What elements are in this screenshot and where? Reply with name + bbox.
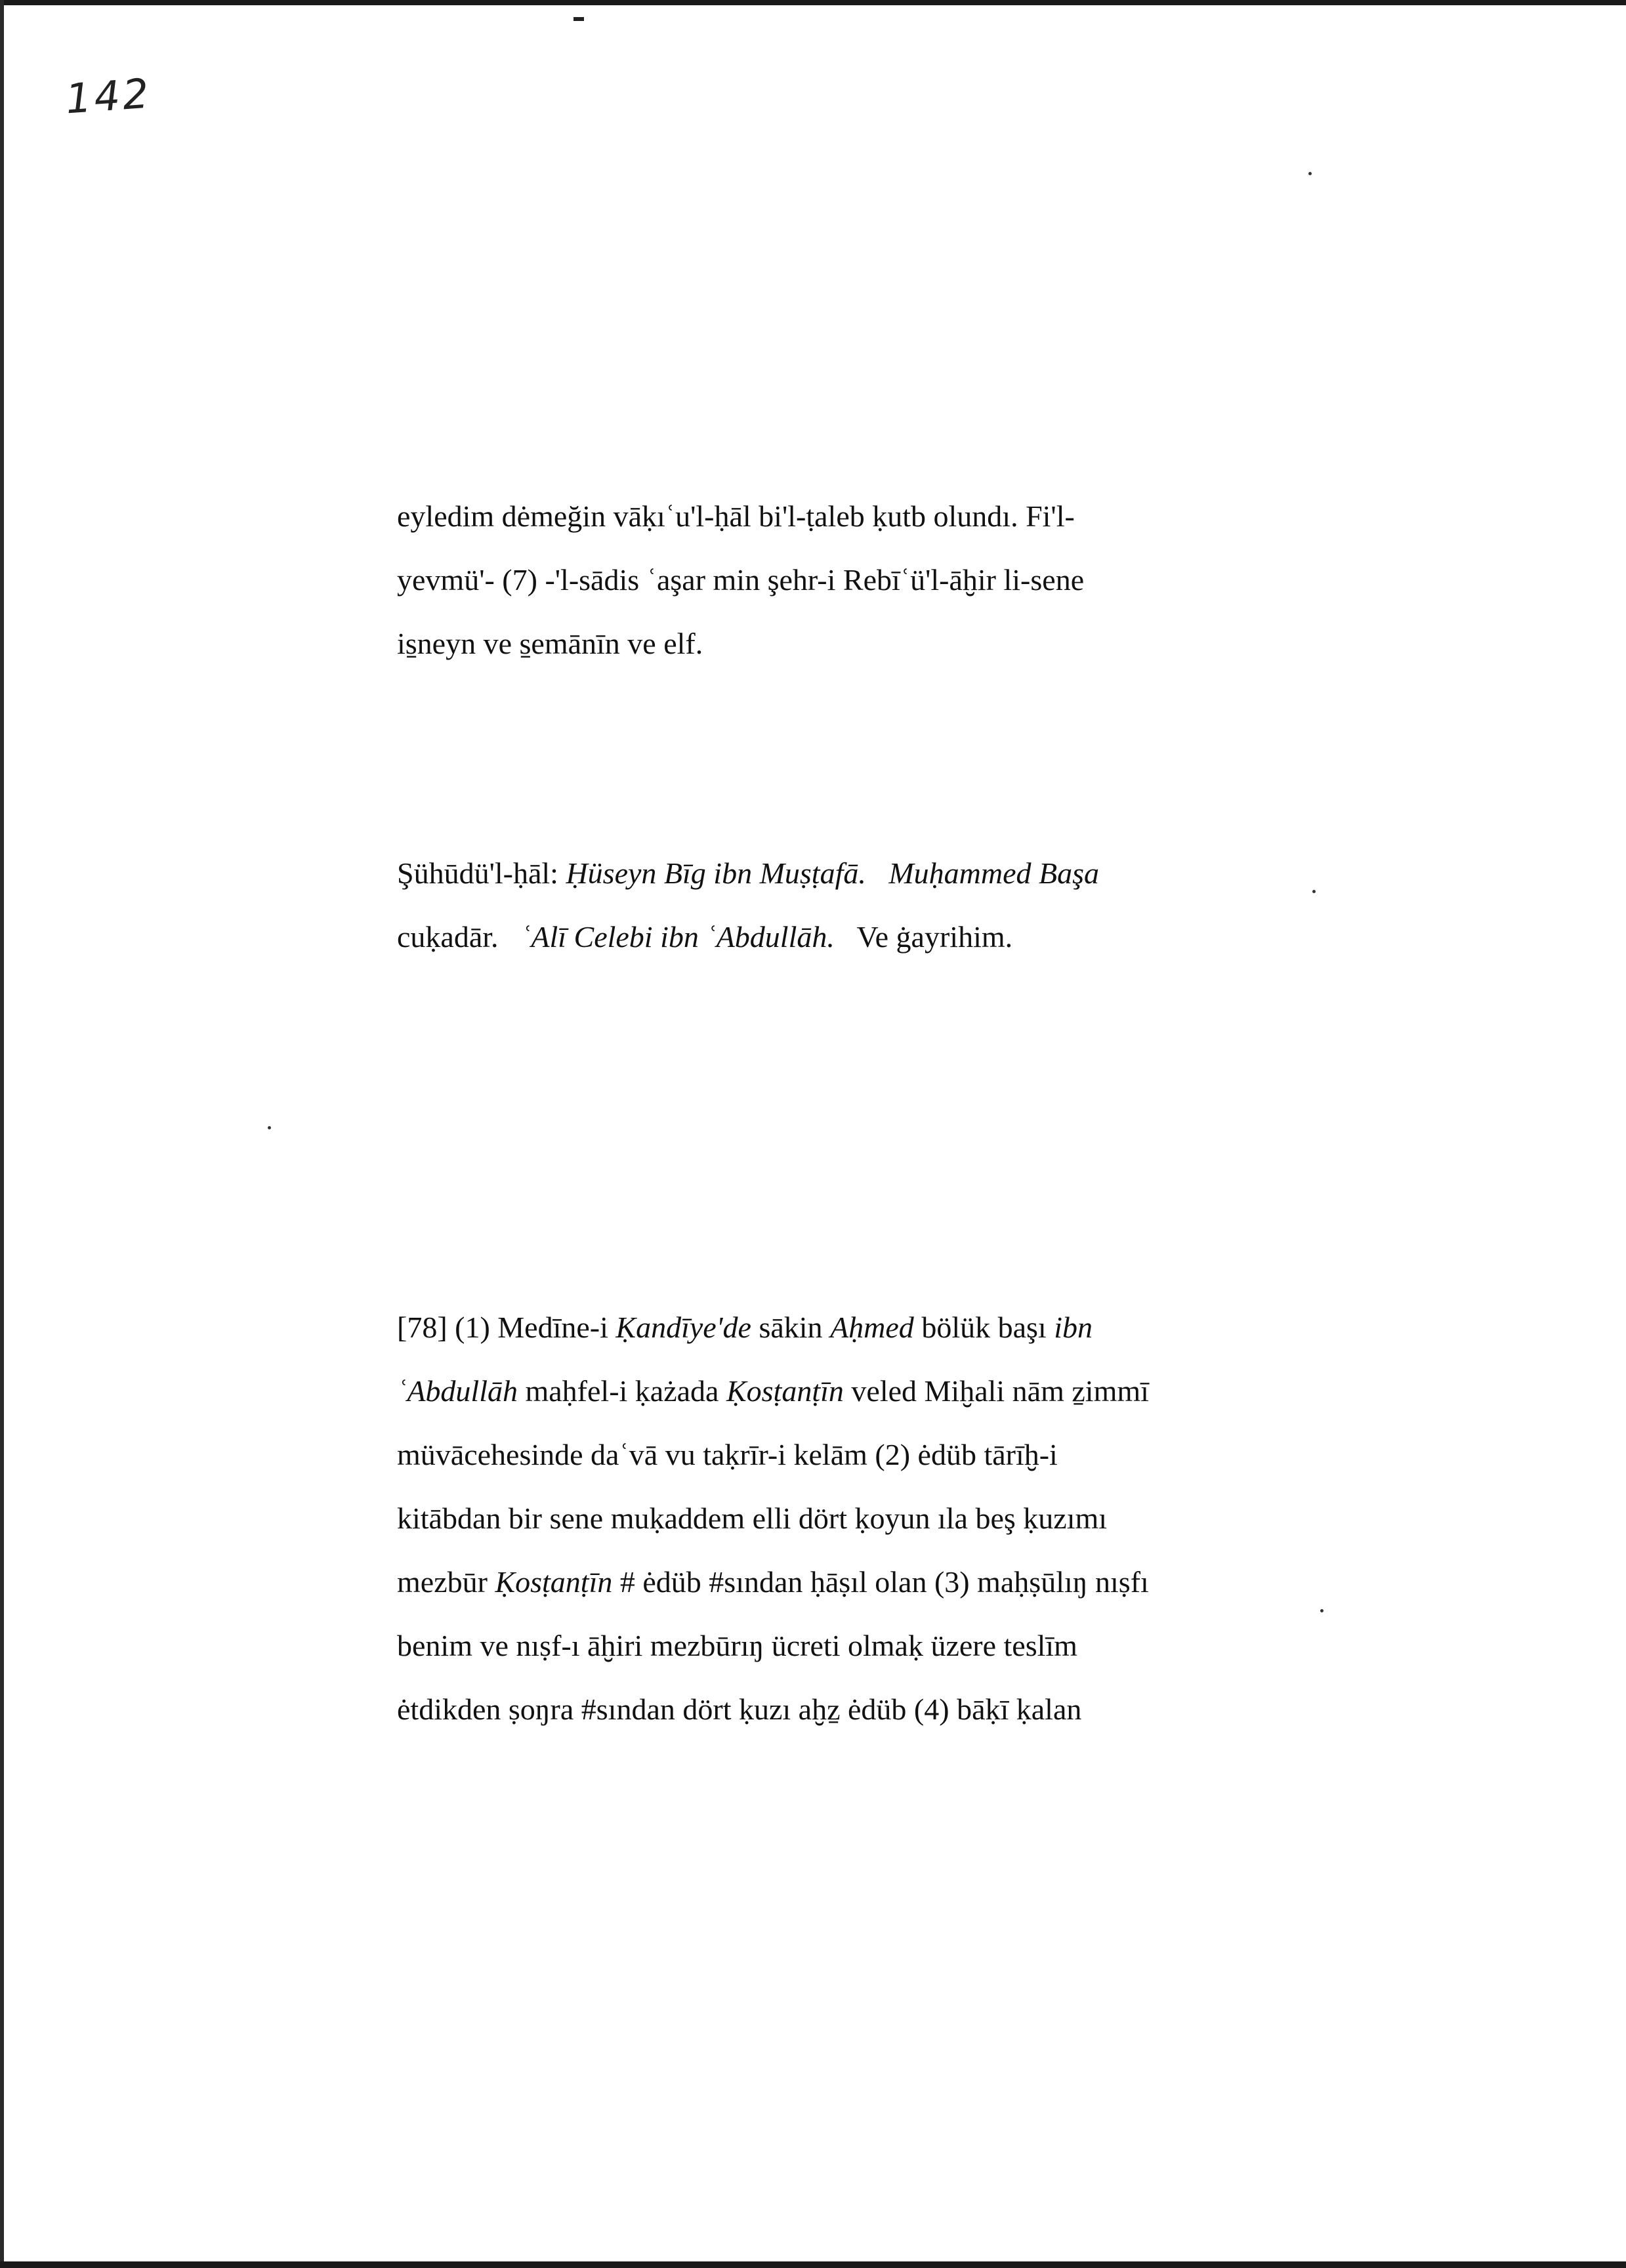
- witness-name: Ḥüseyn Bīg ibn Muṣṭafā.: [566, 856, 866, 890]
- place-name: Ḳandīye'de: [615, 1311, 751, 1344]
- text-run: mezbūr: [397, 1565, 488, 1599]
- text-run: bölük başı: [921, 1311, 1047, 1344]
- entry-78: [397, 1295, 1421, 1741]
- person-name: Aḥmed: [830, 1311, 914, 1344]
- text-line: ėtdikden ṣoŋra #sından dört ḳuzı aḫẕ ėdüb (4) bāḳī ḳalan: [397, 1692, 1082, 1726]
- text-line: [397, 841, 1421, 905]
- witness-name: ʿAlī Celebi ibn ʿAbdullāh.: [521, 920, 835, 954]
- paragraph-continuation: [397, 484, 1421, 675]
- folio-number-handwritten: 142: [64, 69, 153, 123]
- scan-mark: [573, 17, 584, 21]
- witnesses-label: Şühūdü'l-ḥāl:: [397, 856, 558, 890]
- text-line: [397, 905, 1421, 969]
- scan-edge-left: [0, 0, 4, 2268]
- text-line: [397, 1550, 1421, 1614]
- text-line: yevmü'- (7) -'l-sādis ʿaşar min şehr-i Rebīʿü'l-āḫir li-sene: [397, 563, 1085, 597]
- text-line: müvācehesinde daʿvā vu taḳrīr-i kelām (2) ėdüb tārīḫ-i: [397, 1438, 1058, 1471]
- scan-speck: [268, 1126, 271, 1129]
- text-run: sākin: [759, 1311, 823, 1344]
- text-run: maḥfel-i ḳażada: [525, 1374, 719, 1408]
- text-run: veled Miḫali nām ẕimmī: [851, 1374, 1149, 1408]
- person-name: ibn: [1054, 1311, 1093, 1344]
- scan-speck: [1308, 172, 1312, 175]
- text-run: [78] (1) Medīne-i: [397, 1311, 608, 1344]
- witnesses-paragraph: [397, 841, 1421, 969]
- text-line: [397, 1295, 1421, 1359]
- text-line: benim ve nıṣf-ı āḫiri mezbūrıŋ ücreti olmaḳ üzere teslīm: [397, 1629, 1077, 1662]
- text-line: eyledim dėmeğin vāḳıʿu'l-ḥāl bi'l-ṭaleb ḳutb olundı. Fi'l-: [397, 499, 1075, 533]
- person-name: Ḳosṭanṭīn: [726, 1374, 844, 1408]
- text-run: # ėdüb #sından ḥāṣıl olan (3) maḥṣūlıŋ nıṣfı: [619, 1565, 1149, 1599]
- witness-name: Muḥammed Başa: [888, 856, 1100, 890]
- witness-title: cuḳadār.: [397, 920, 499, 954]
- scan-edge-bottom: [0, 2261, 1626, 2268]
- text-line: [397, 1359, 1421, 1423]
- text-line: is̱neyn ve s̱emānīn ve elf.: [397, 627, 703, 660]
- text-line: kitābdan bir sene muḳaddem elli dört ḳoyun ıla beş ḳuzımı: [397, 1502, 1108, 1535]
- scan-edge-top: [0, 0, 1626, 5]
- witnesses-closing: Ve ġayrihim.: [856, 920, 1013, 954]
- person-name: Ḳosṭanṭīn: [495, 1565, 613, 1599]
- person-name: ʿAbdullāh: [397, 1374, 518, 1408]
